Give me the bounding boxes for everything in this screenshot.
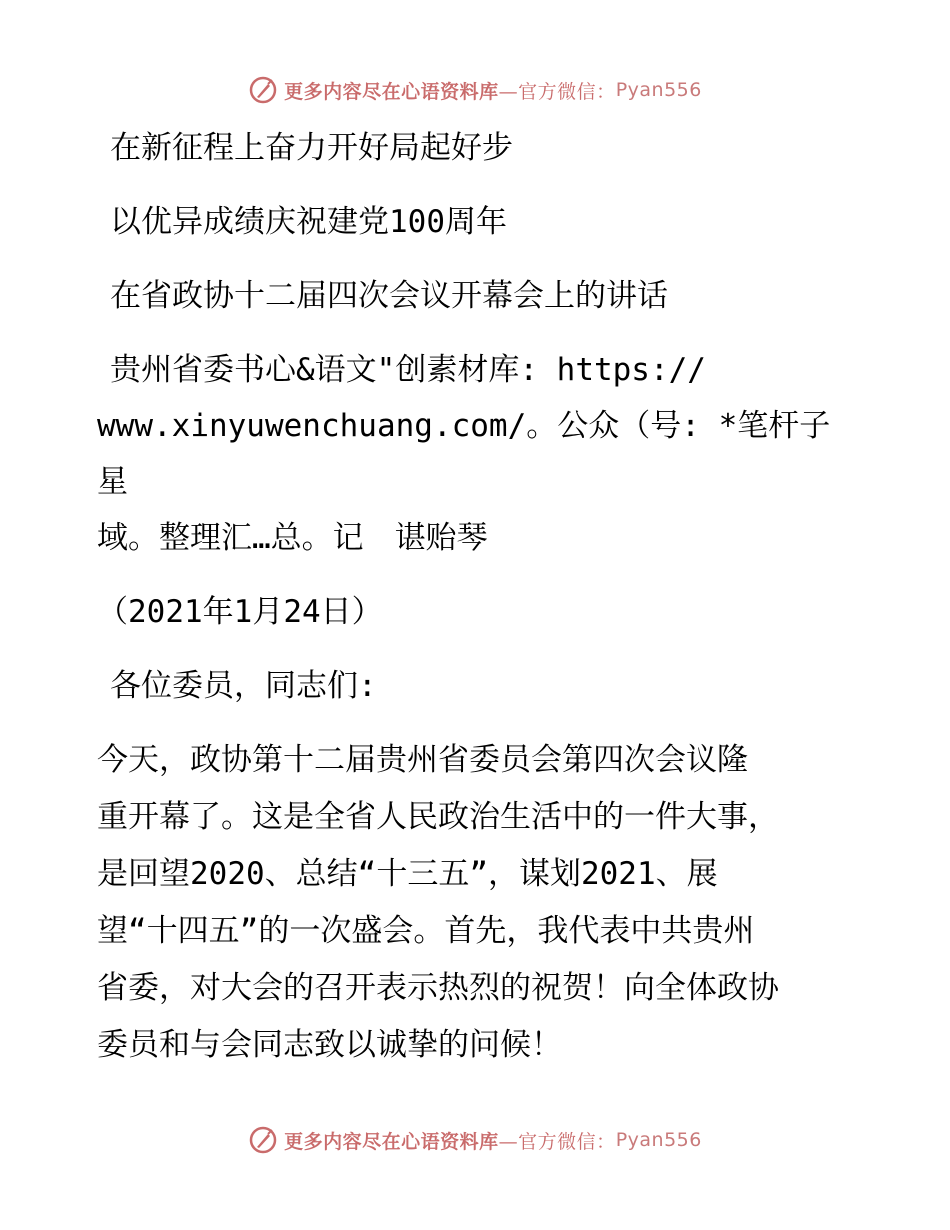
watermark-text: 更多内容尽在心语资料库 [284,80,499,103]
watermark-separator: —官方微信： [498,1130,616,1153]
author-line-2: www.xinyuwenchuang.com/。公众（号: *笔杆子星 [97,408,831,500]
watermark-code: Pyan556 [615,1129,702,1151]
body-line-5: 省委，对大会的召开表示热烈的祝贺！向全体政协 [97,970,779,1006]
watermark-text: 更多内容尽在心语资料库 [284,1130,499,1153]
subtitle: 在省政协十二届四次会议开幕会上的讲话 [110,278,668,314]
footer-watermark [0,1122,950,1158]
quill-circle-logo-icon [248,75,278,105]
speech-date: （2021年1月24日） [97,594,383,630]
header-watermark [0,72,950,108]
quill-circle-logo-icon [248,1125,278,1155]
watermark-separator: —官方微信： [498,80,616,103]
body-line-2: 重开幕了。这是全省人民政治生活中的一件大事， [97,799,779,835]
title-line-2: 以优异成绩庆祝建党100周年 [110,204,507,240]
salutation: 各位委员，同志们: [110,668,377,704]
watermark-code: Pyan556 [615,79,702,101]
body-line-1: 今天，政协第十二届贵州省委员会第四次会议隆 [97,742,748,778]
title-line-1: 在新征程上奋力开好局起好步 [110,130,513,166]
body-line-6: 委员和与会同志致以诚挚的问候！ [97,1027,562,1063]
body-line-4: 望“十四五”的一次盛会。首先，我代表中共贵州 [97,913,755,949]
document-body [97,120,857,1074]
body-line-3: 是回望2020、总结“十三五”，谋划2021、展 [97,856,718,892]
author-line-1: 贵州省委书心&语文"创素材库: https:// [110,352,706,388]
author-line-3: 域。整理汇…总。记 谌贻琴 [97,520,488,556]
